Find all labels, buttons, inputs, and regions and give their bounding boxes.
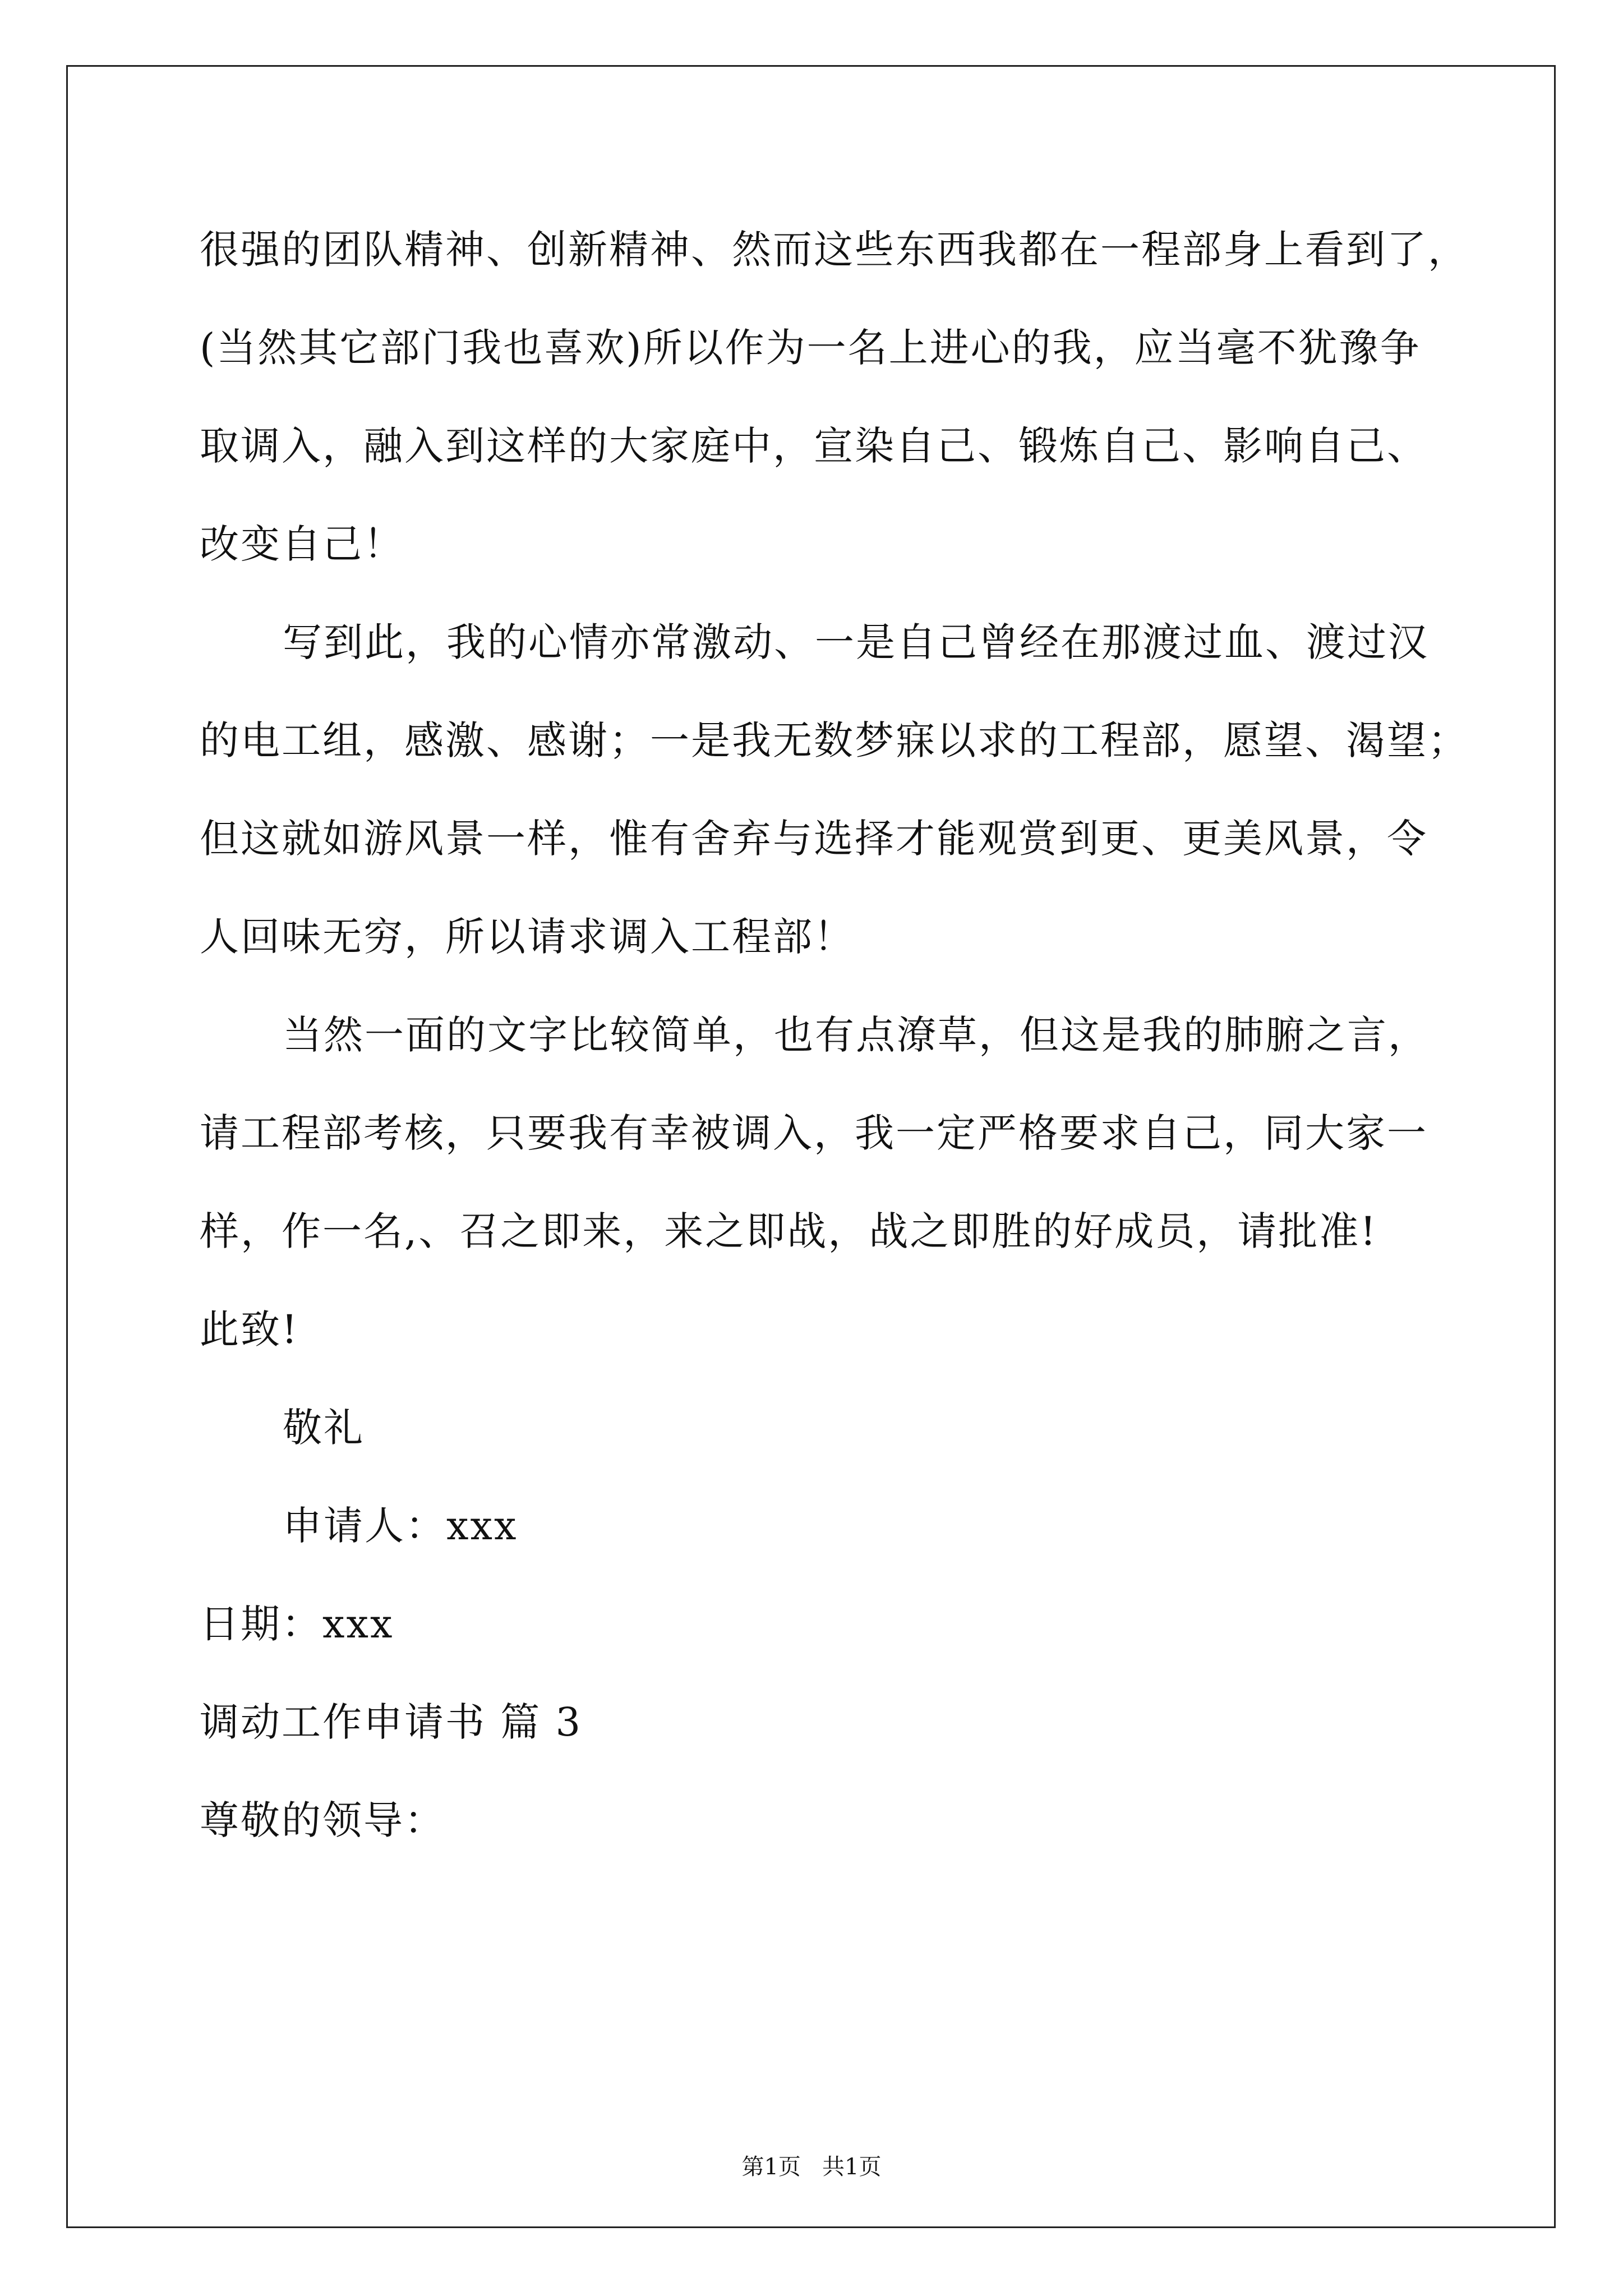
text-line-1: 很强的团队精神、创新精神、然而这些东西我都在一程部身上看到了， bbox=[200, 227, 1469, 273]
text-line-5: 写到此，我的心情亦常激动、一是自己曾经在那渡过血、渡过汉 bbox=[283, 619, 1429, 665]
text-line-6: 的电工组，感激、感谢；一是我无数梦寐以求的工程部，愿望、渴望； bbox=[200, 717, 1469, 763]
text-line-11: 样，作一名,、召之即来，来之即战，战之即胜的好成员，请批准! bbox=[200, 1208, 1378, 1254]
text-line-9: 当然一面的文字比较简单，也有点潦草，但这是我的肺腑之言， bbox=[283, 1012, 1429, 1058]
text-line-8: 人回味无穷，所以请求调入工程部！ bbox=[200, 914, 855, 960]
text-line-4: 改变自己！ bbox=[200, 521, 404, 567]
text-line-10: 请工程部考核，只要我有幸被调入，我一定严格要求自己，同大家一 bbox=[200, 1110, 1428, 1156]
applicant-line: 申请人：xxx bbox=[283, 1503, 518, 1549]
date-line: 日期：xxx bbox=[200, 1601, 394, 1647]
text-line-3: 取调入，融入到这样的大家庭中，宣染自己、锻炼自己、影响自己、 bbox=[200, 423, 1428, 469]
closing-regards: 敬礼 bbox=[283, 1405, 365, 1451]
closing-salutation: 此致! bbox=[200, 1306, 299, 1352]
section-heading: 调动工作申请书 篇 3 bbox=[200, 1699, 583, 1745]
greeting-line: 尊敬的领导： bbox=[200, 1797, 445, 1843]
text-line-7: 但这就如游风景一样，惟有舍弃与选择才能观赏到更、更美风景，令 bbox=[200, 816, 1428, 862]
text-line-2: (当然其它部门我也喜欢)所以作为一名上进心的我，应当毫不犹豫争 bbox=[200, 325, 1421, 371]
page-number-footer: 第1页 共1页 bbox=[741, 2154, 882, 2180]
